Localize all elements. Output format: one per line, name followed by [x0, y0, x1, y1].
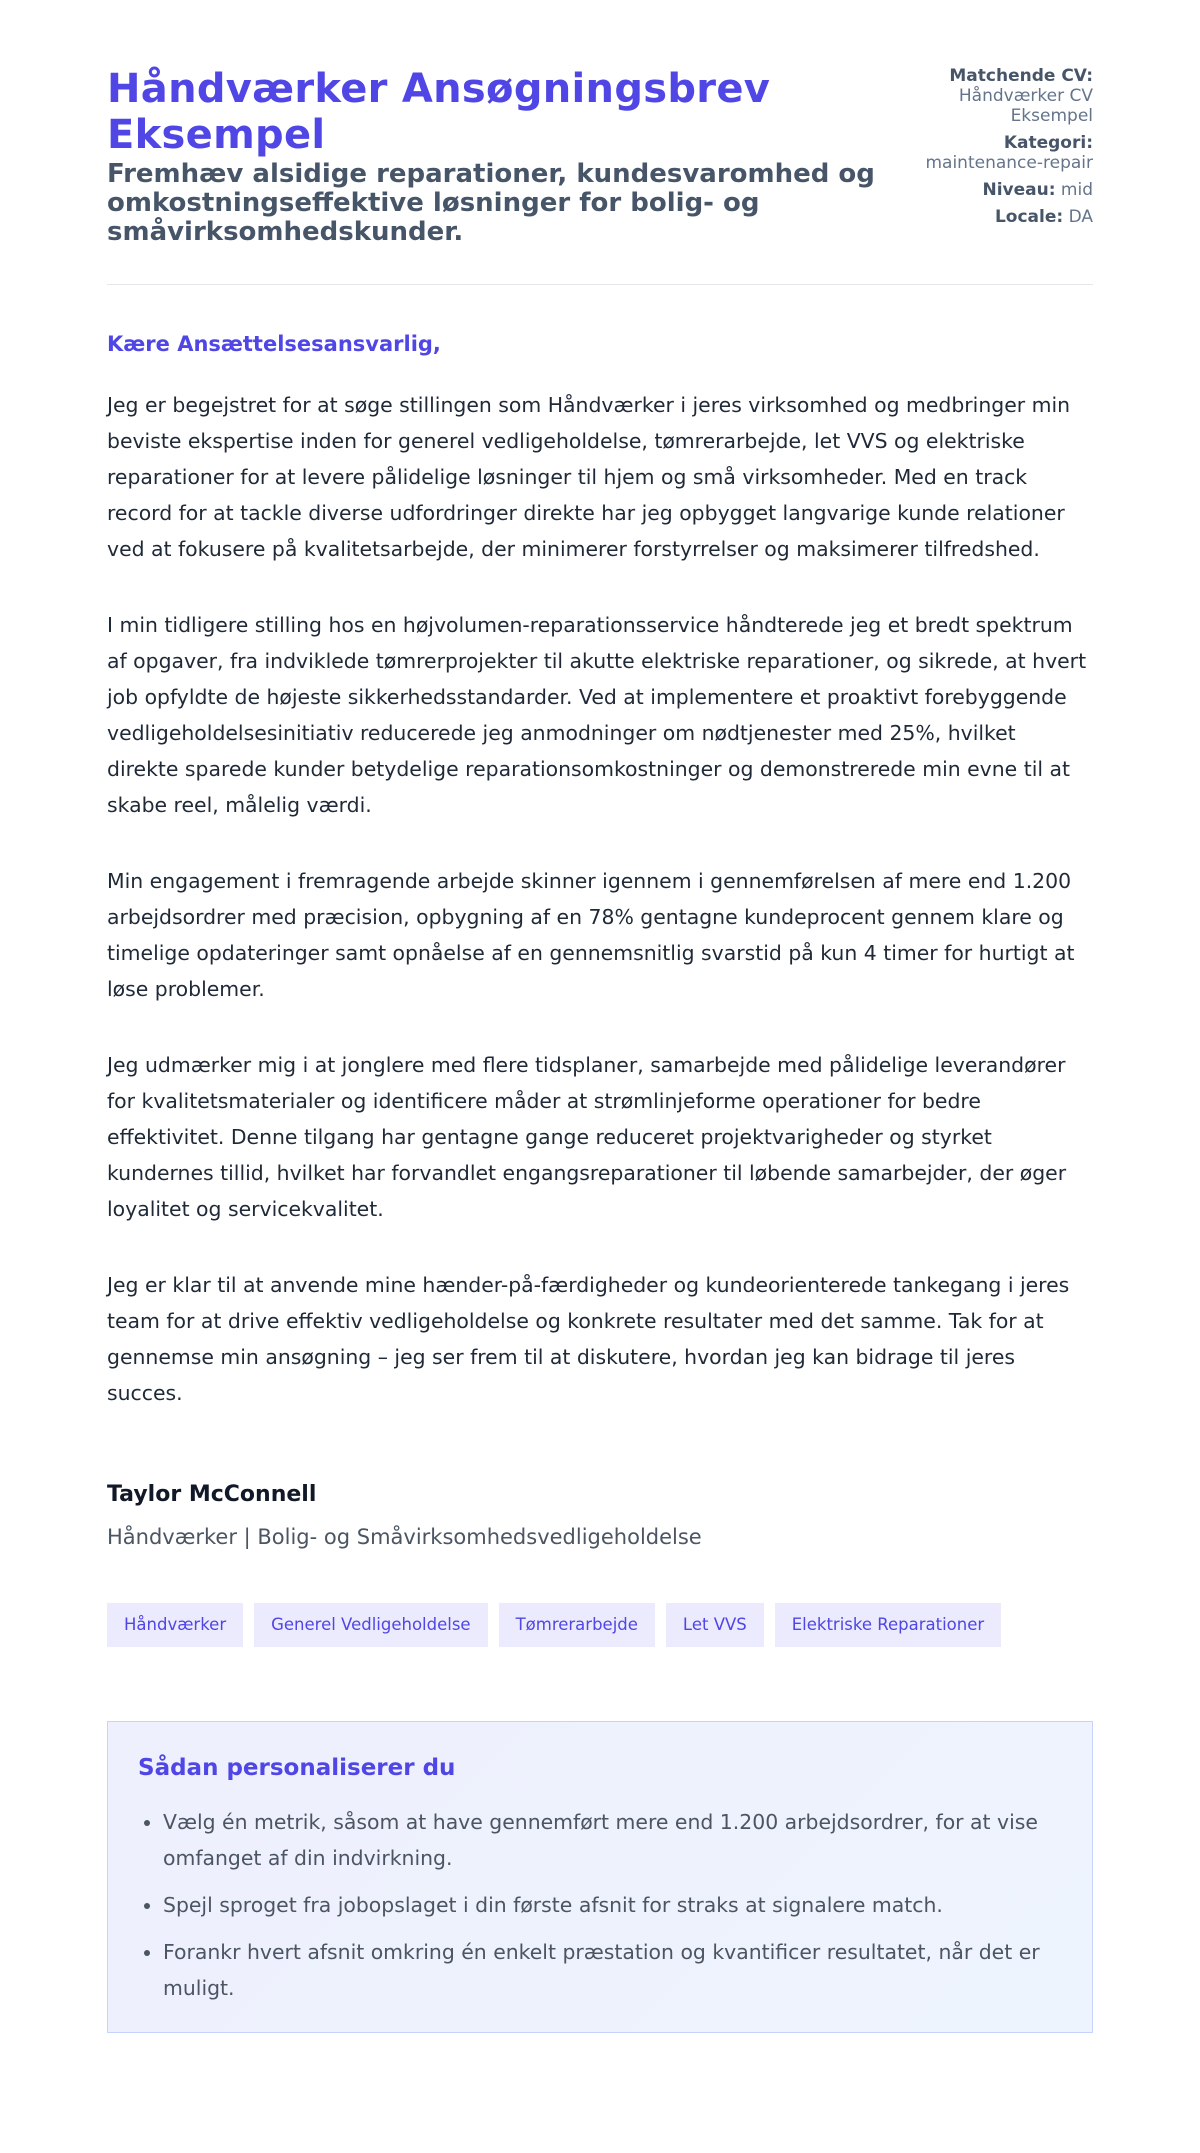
personalization-tips	[107, 1721, 1093, 2033]
meta-level	[893, 180, 1093, 200]
meta-category	[893, 133, 1093, 173]
tip-item: • Forankr hvert afsnit omkring én enkelt præstation og kvantificer resultatet, når det er muligt.	[163, 1934, 1062, 2006]
page-subtitle: Fremhæv alsidige reparationer, kundesvaromhed og omkostningseffektive løsninger for bolig- og småvirksomhedskunder.	[107, 159, 875, 247]
meta-value: DA	[1068, 207, 1093, 227]
meta-locale	[893, 207, 1093, 227]
letter-body	[107, 331, 1093, 1411]
title-block	[107, 66, 907, 247]
page-title: Håndværker Ansøgningsbrev Eksempel	[107, 66, 771, 158]
skill-tag: Håndværker	[107, 1603, 243, 1647]
signature-title: Håndværker | Bolig- og Småvirksomhedsvedligeholdelse	[107, 1525, 702, 1549]
tip-item: • Vælg én metrik, såsom at have gennemført mere end 1.200 arbejdsordrer, for at vise omfanget af din indvirkning.	[163, 1804, 1062, 1876]
signature-name: Taylor McConnell	[107, 1482, 317, 1507]
meta-label: Niveau:	[982, 180, 1056, 200]
tips-title: Sådan personaliserer du	[138, 1755, 456, 1781]
cover-letter-page	[107, 0, 1093, 2033]
meta-matching-cv	[893, 66, 1093, 126]
letter-paragraph: Min engagement i fremragende arbejde skinner igennem i gennemførelsen af mere end 1.200 arbejdsordrer med præcision, opbygning af en 78% gentagne kundeprocent gennem klare og timelige opdateringer samt opnåelse af en gennemsnitlig svarstid på kun 4 timer for hurtigt at løse problemer.	[107, 869, 1075, 1001]
skill-tags	[107, 1603, 1093, 1647]
letter-paragraph: Jeg er begejstret for at søge stillingen som Håndværker i jeres virksomhed og medbringer min beviste ekspertise inden for generel vedligeholdelse, tømrerarbejde, let VVS og elektriske reparationer for at levere pålidelige løsninger til hjem og små virksomheder. Med en track record for at tackle diverse udfordringer direkte har jeg opbygget langvarige kunde relationer ved at fokusere på kvalitetsarbejde, der minimerer forstyrrelser og maksimerer tilfredshed.	[107, 393, 1071, 561]
meta-value: maintenance-repair	[925, 153, 1093, 173]
meta-value: Håndværker CV Eksempel	[958, 86, 1093, 126]
document-header	[107, 66, 1093, 285]
letter-paragraph: Jeg udmærker mig i at jonglere med flere tidsplaner, samarbejde med pålidelige leverandører for kvalitetsmaterialer og identificere måder at strømlinjeforme operationer for bedre effektivitet. Denne tilgang har gentagne gange reduceret projektvarigheder og styrket kundernes tillid, hvilket har forvandlet engangsreparationer til løbende samarbejder, der øger loyalitet og servicekvalitet.	[107, 1053, 1067, 1221]
meta-value: mid	[1060, 180, 1093, 200]
letter-paragraph: Jeg er klar til at anvende mine hænder-på-færdigheder og kundeorienterede tankegang i jeres team for at drive effektiv vedligeholdelse og konkrete resultater med det samme. Tak for at gennemse min ansøgning – jeg ser frem til at diskutere, hvordan jeg kan bidrage til jeres succes.	[107, 1273, 1070, 1405]
tip-item: • Spejl sproget fra jobopslaget i din første afsnit for straks at signalere match.	[163, 1887, 1062, 1923]
skill-tag: Elektriske Reparationer	[775, 1603, 1001, 1647]
meta-label: Locale:	[994, 207, 1064, 227]
skill-tag: Generel Vedligeholdelse	[254, 1603, 487, 1647]
tips-list	[138, 1804, 1062, 2006]
metadata-panel	[893, 66, 1093, 234]
meta-label: Matchende CV:	[949, 66, 1093, 86]
letter-paragraph: I min tidligere stilling hos en højvolumen-reparationsservice håndterede jeg et bredt spektrum af opgaver, fra indviklede tømrerprojekter til akutte elektriske reparationer, og sikrede, at hvert job opfyldte de højeste sikkerhedsstandarder. Ved at implementere et proaktivt forebyggende vedligeholdelsesinitiativ reducerede jeg anmodninger om nødtjenester med 25%, hvilket direkte sparede kunder betydelige reparationsomkostninger og demonstrerede min evne til at skabe reel, målelig værdi.	[107, 613, 1087, 817]
letter-greeting: Kære Ansættelsesansvarlig,	[107, 332, 441, 356]
skill-tag: Tømrerarbejde	[499, 1603, 655, 1647]
signature-block	[107, 1481, 1093, 1551]
skill-tag: Let VVS	[666, 1603, 764, 1647]
meta-label: Kategori:	[1003, 133, 1093, 153]
